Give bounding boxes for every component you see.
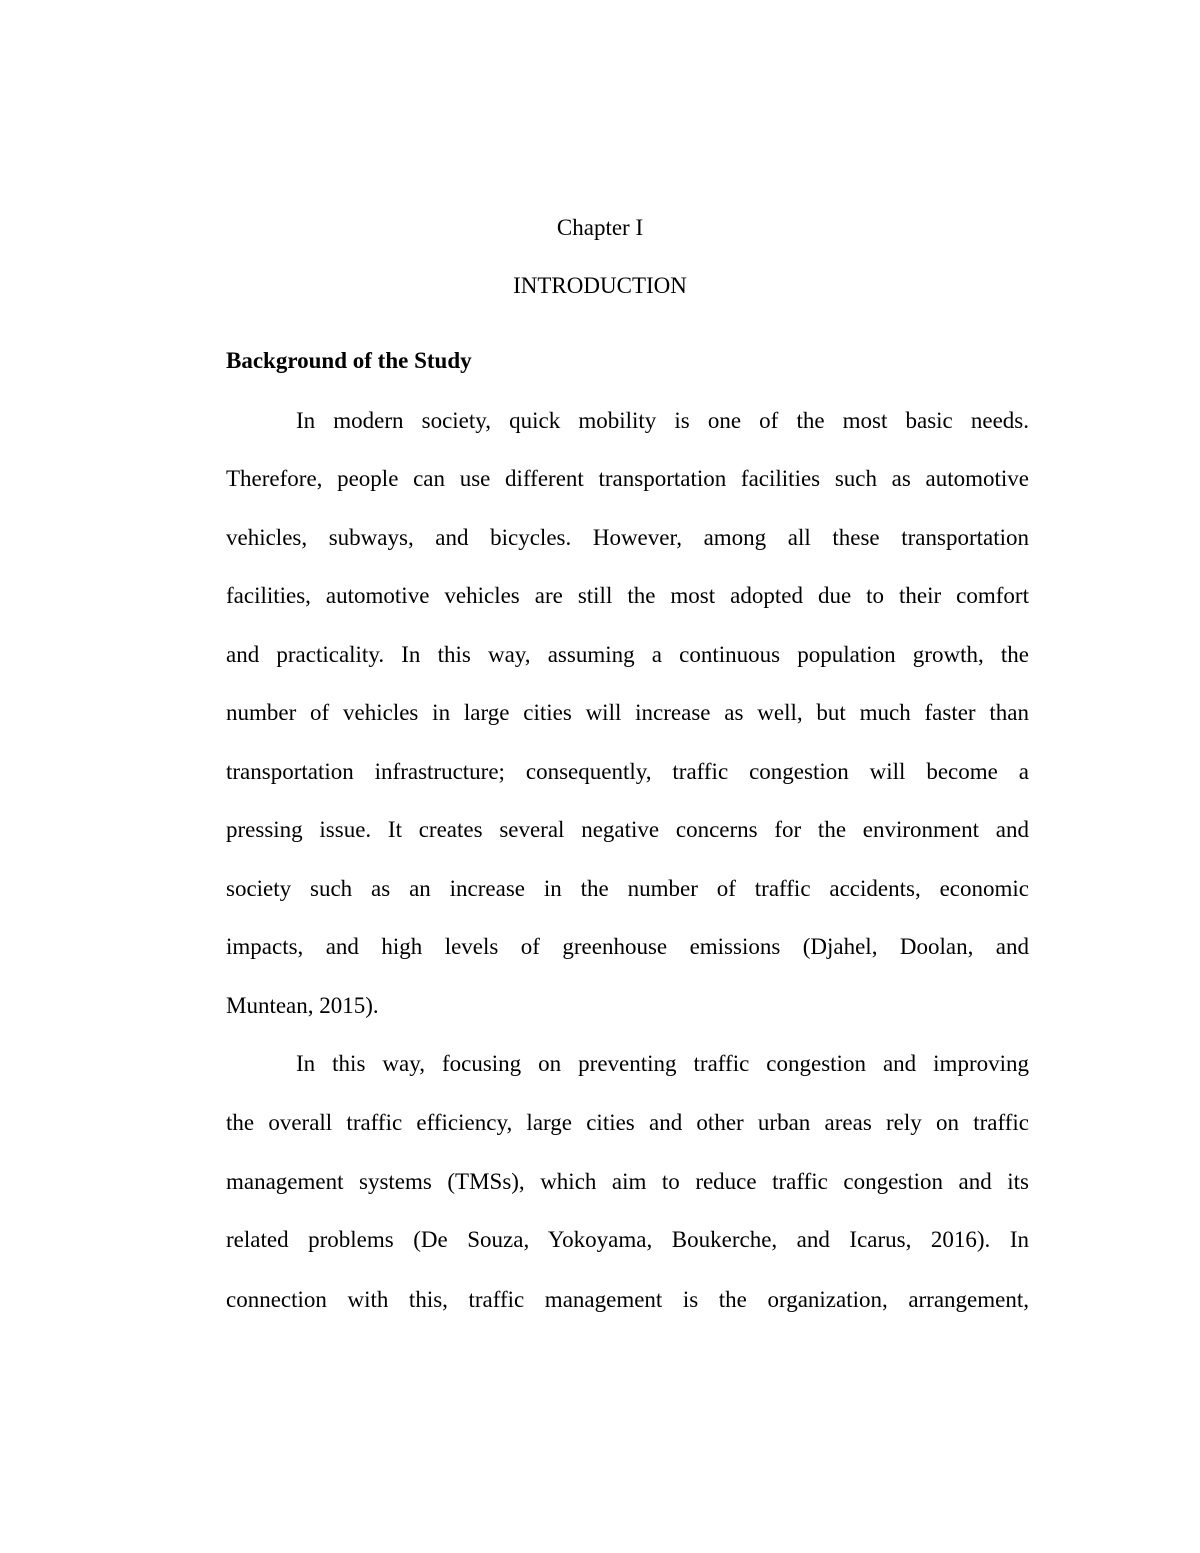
paragraph-line: pressing issue. It creates several negative concerns for the environment and [226,817,1029,842]
paragraph-line: society such as an increase in the number of traffic accidents, economic [226,876,1029,901]
paragraph-line: impacts, and high levels of greenhouse emissions (Djahel, Doolan, and [226,934,1029,959]
chapter-label: Chapter I [556,215,644,240]
paragraph-line: related problems (De Souza, Yokoyama, Boukerche, and Icarus, 2016). In [226,1227,1029,1252]
paragraph-line: management systems (TMSs), which aim to reduce traffic congestion and its [226,1169,1029,1194]
chapter-title: INTRODUCTION [513,273,687,298]
paragraph-line: connection with this, traffic management is the organization, arrangement, [226,1287,1029,1312]
paragraph-line: In modern society, quick mobility is one of the most basic needs. [296,408,1029,433]
paragraph-line: the overall traffic efficiency, large cities and other urban areas rely on traffic [226,1110,1029,1135]
paragraph-line: transportation infrastructure; consequently, traffic congestion will become a [226,759,1029,784]
paragraph-line: In this way, focusing on preventing traffic congestion and improving [296,1051,1029,1076]
paragraph-line: Muntean, 2015). [226,993,379,1018]
paragraph-line: vehicles, subways, and bicycles. However, among all these transportation [226,525,1029,550]
paragraph-line: number of vehicles in large cities will increase as well, but much faster than [226,700,1029,725]
section-heading: Background of the Study [226,348,472,373]
paragraph-line: and practicality. In this way, assuming a continuous population growth, the [226,642,1029,667]
paragraph-line: facilities, automotive vehicles are still the most adopted due to their comfort [226,583,1029,608]
paragraph-line: Therefore, people can use different transportation facilities such as automotive [226,466,1029,491]
